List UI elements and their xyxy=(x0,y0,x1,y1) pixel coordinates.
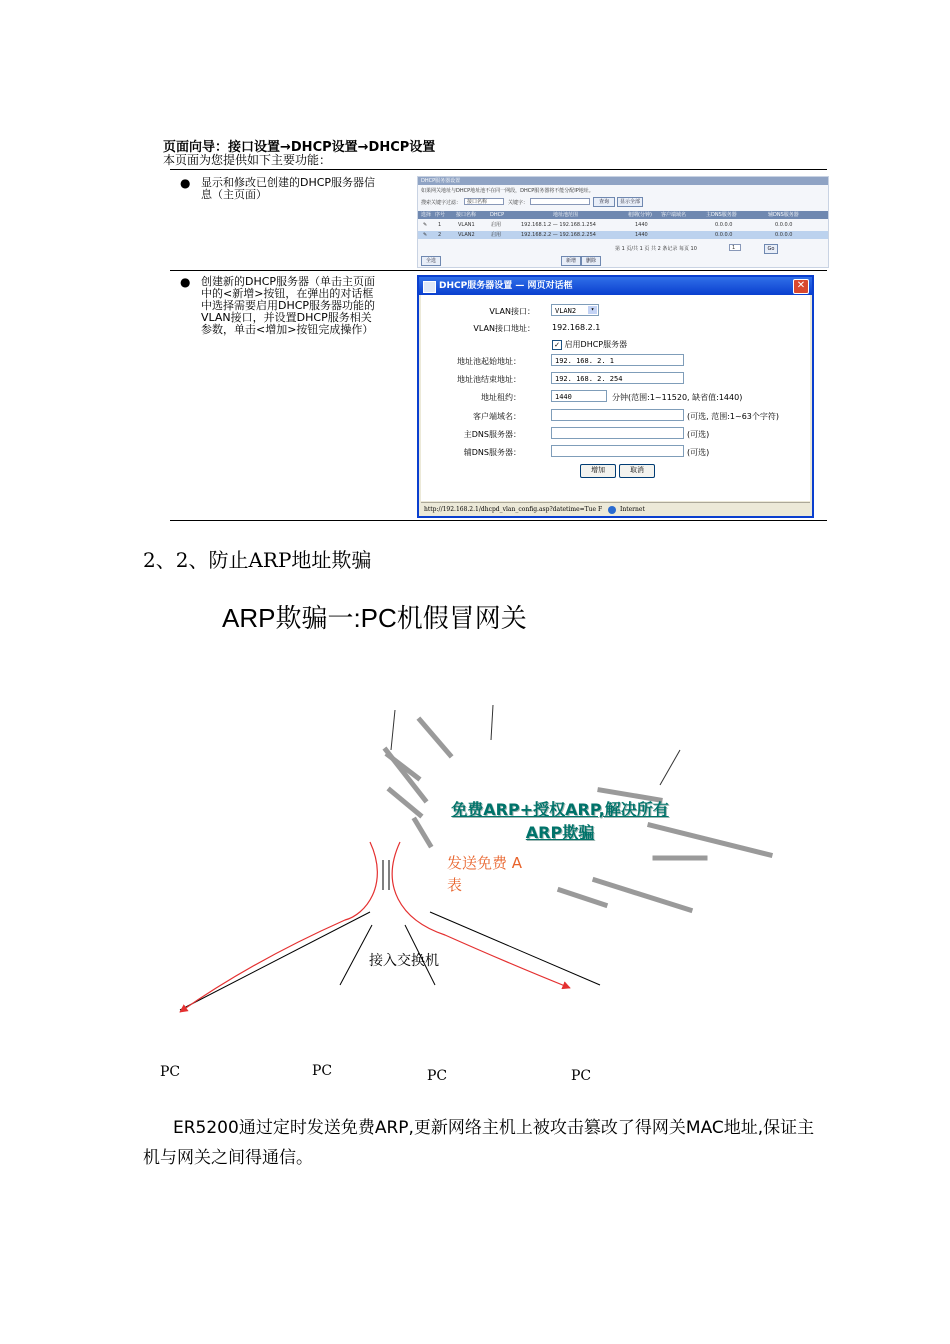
col-lease: 租期(分钟) xyxy=(628,212,652,218)
keyword-label: 关键字： xyxy=(508,200,529,206)
dns1-hint: (可选) xyxy=(687,430,710,439)
dns1-input[interactable] xyxy=(551,427,684,439)
pc-label-1: PC xyxy=(160,1064,181,1080)
bullet-icon: ● xyxy=(180,275,191,289)
guide-item-2: 创建新的DHCP服务器（单击主页面中的<新增>按钮，在弹出的对话框中选择需要启用DHCP服务器功能的VLAN接口，并设置DHCP服务相关参数，单击<增加>按钮完成操作） xyxy=(201,275,376,336)
edit-icon[interactable]: ✎ xyxy=(423,222,428,228)
close-icon[interactable]: ✕ xyxy=(793,279,809,294)
domain-hint: (可选, 范围:1~63个字符) xyxy=(687,412,779,421)
keyword-input[interactable] xyxy=(530,198,590,205)
guide-title: 页面向导：接口设置→DHCP设置→DHCP设置 xyxy=(163,140,436,155)
switch-lines xyxy=(180,860,600,1010)
arp-diagram xyxy=(0,680,950,1020)
pool-start-input[interactable]: 192. 168. 2. 1 xyxy=(551,354,684,366)
domain-input[interactable] xyxy=(551,409,684,421)
dialog-body xyxy=(421,295,810,501)
cancel-button[interactable]: 取消 xyxy=(619,464,655,478)
list-header-row xyxy=(418,211,828,219)
dns1-label: 主DNS服务器： xyxy=(463,430,521,439)
switch-label: 接入交换机 xyxy=(369,953,439,969)
dhcp-dialog-screenshot xyxy=(417,275,814,518)
vlan-ip-value: 192.168.2.1 xyxy=(552,323,601,332)
select-all-button[interactable]: 全选 xyxy=(421,256,441,266)
chevron-down-icon: ▾ xyxy=(588,306,597,314)
callout-title: 免费ARP+授权ARP,解决所有 ARP欺骗 xyxy=(451,800,669,842)
dns2-input[interactable] xyxy=(551,445,684,457)
vlan-ip-label: VLAN接口地址： xyxy=(473,324,535,333)
pool-end-label: 地址池结束地址： xyxy=(457,375,521,384)
col-dns2: 辅DNS服务器 xyxy=(768,212,799,218)
globe-icon xyxy=(608,506,616,514)
pc-label-2: PC xyxy=(312,1063,333,1079)
body-paragraph: ER5200通过定时发送免费ARP,更新网络主机上被攻击篡改了得网关MAC地址,保证主机与网关之间得通信。 xyxy=(143,1118,815,1168)
vlan-select[interactable]: VLAN2 ▾ xyxy=(551,304,599,316)
check-icon: ✓ xyxy=(552,340,562,350)
search-label: 搜索关键字过滤： xyxy=(421,200,462,206)
list-header: DHCP服务器设置 xyxy=(418,177,828,185)
go-button[interactable]: Go xyxy=(764,244,778,254)
col-iface: 接口名称 xyxy=(456,212,477,218)
edit-icon[interactable]: ✎ xyxy=(423,232,428,238)
col-domain: 客户端域名 xyxy=(661,212,687,218)
dhcp-list-screenshot xyxy=(417,176,829,268)
col-pool: 地址池范围 xyxy=(553,212,579,218)
table-top-rule xyxy=(170,169,827,170)
status-zone: Internet xyxy=(619,506,645,513)
col-index: 序号 xyxy=(435,212,446,218)
pager-text: 第 1 页/共 1 页 共 2 条记录 每页 10 xyxy=(615,246,697,252)
list-notice: 如果网关地址与DHCP地址池不在同一网段，DHCP服务器将不能分配IP地址。 xyxy=(421,188,594,194)
window-icon xyxy=(423,281,436,293)
dialog-title: DHCP服务器设置 — 网页对话框 xyxy=(439,281,573,291)
table-bottom-rule xyxy=(170,520,827,521)
pool-start-label: 地址池起始地址： xyxy=(457,357,521,366)
col-select: 选择 xyxy=(421,212,432,218)
status-url: http://192.168.2.1/dhcpd_vlan_config.asp?datetime=Tue F xyxy=(424,506,603,513)
show-all-button[interactable]: 显示全部 xyxy=(617,197,643,207)
col-dhcp: DHCP xyxy=(490,212,505,218)
guide-subtitle: 本页面为您提供如下主要功能： xyxy=(163,153,332,167)
guide-item-1: 显示和修改已创建的DHCP服务器信息（主页面） xyxy=(201,176,376,201)
col-dns1: 主DNS服务器 xyxy=(706,212,737,218)
table-row[interactable]: ✎ 1 VLAN1 启用 192.168.1.2 — 192.168.1.254 1440 0.0.0.0 0.0.0.0 xyxy=(423,222,793,228)
table-mid-rule xyxy=(170,270,827,271)
domain-label: 客户端域名： xyxy=(473,412,521,421)
pc-label-4: PC xyxy=(571,1068,592,1084)
dns2-label: 辅DNS服务器： xyxy=(463,448,521,457)
search-field-select[interactable]: 接口名称 xyxy=(464,198,504,205)
lease-input[interactable]: 1440 xyxy=(551,390,607,402)
add-button[interactable]: 增加 xyxy=(580,464,616,478)
red-arrow-left xyxy=(180,842,377,1012)
new-button[interactable]: 新增 xyxy=(561,256,581,266)
pool-end-input[interactable]: 192. 168. 2. 254 xyxy=(551,372,684,384)
table-row[interactable]: ✎ 2 VLAN2 启用 192.168.2.2 — 192.168.2.254 1440 0.0.0.0 0.0.0.0 xyxy=(418,231,828,239)
query-button[interactable]: 查询 xyxy=(593,197,615,207)
bullet-icon: ● xyxy=(180,176,191,190)
diagram-title: ARP欺骗一:PC机假冒网关 xyxy=(222,603,527,633)
section-title: 2、2、防止ARP地址欺骗 xyxy=(143,548,372,572)
dialog-titlebar xyxy=(419,277,812,295)
callout-subtext: 发送免费 A 表 xyxy=(447,854,523,894)
delete-button[interactable]: 删除 xyxy=(581,256,601,266)
lease-label: 地址租约： xyxy=(481,393,521,402)
page-input[interactable]: 1 xyxy=(729,244,741,251)
burst-fine-lines xyxy=(391,705,680,785)
lease-hint: 分钟(范围:1~11520, 缺省值:1440) xyxy=(612,393,743,402)
enable-dhcp-checkbox[interactable]: ✓ 启用DHCP服务器 xyxy=(552,339,627,350)
vlan-label: VLAN接口： xyxy=(489,307,535,316)
status-bar xyxy=(421,502,810,515)
pc-label-3: PC xyxy=(427,1068,448,1084)
dns2-hint: (可选) xyxy=(687,448,710,457)
